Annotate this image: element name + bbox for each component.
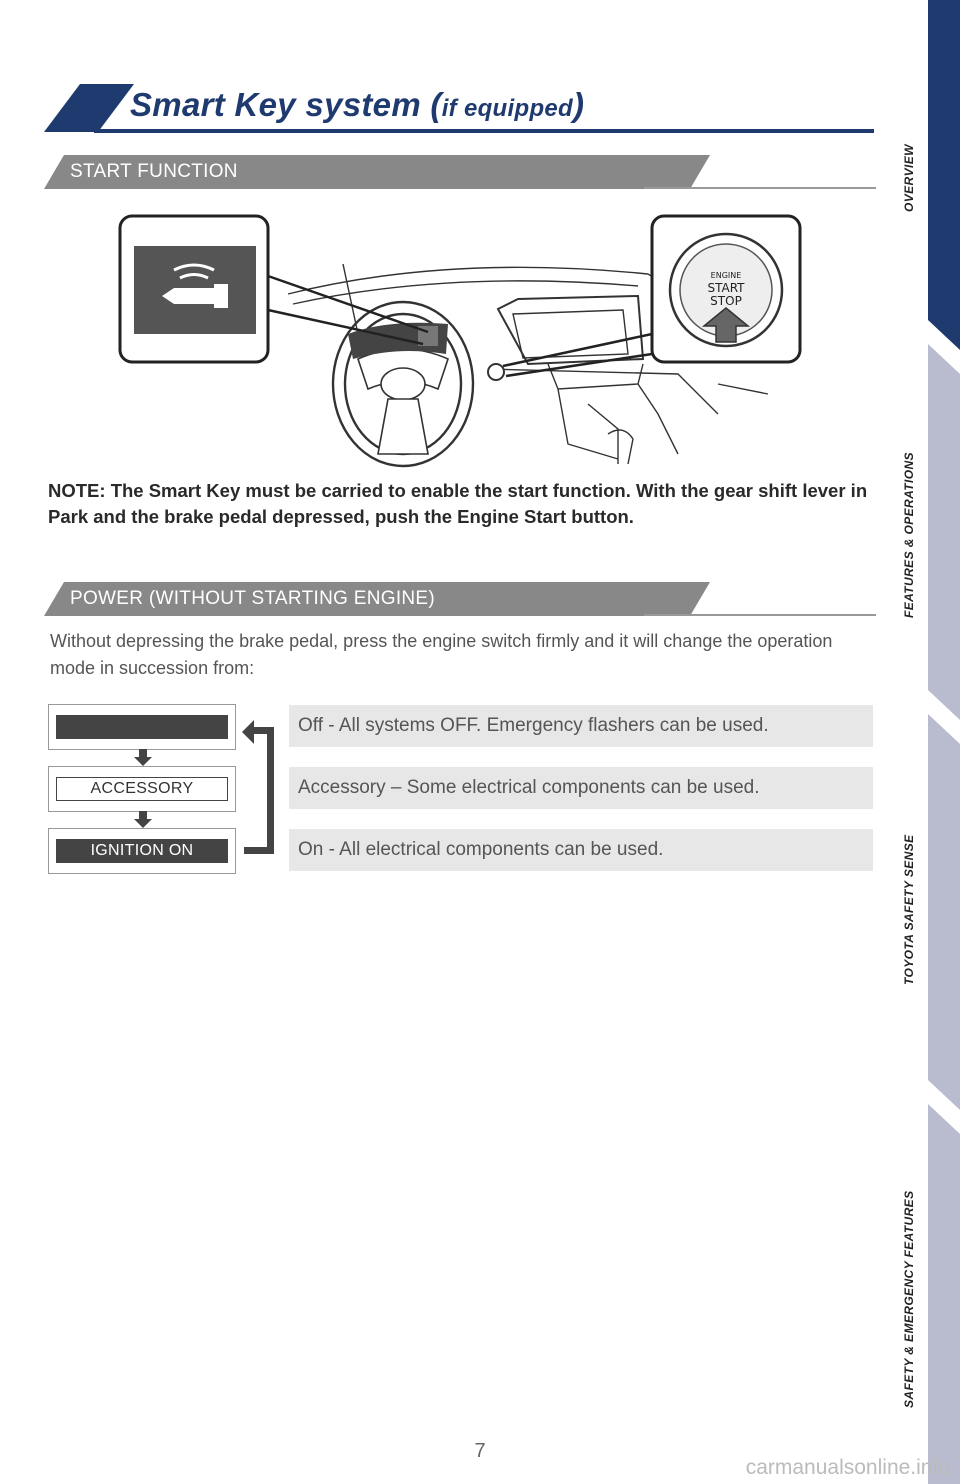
title-text: Smart Key system (if equipped) — [130, 86, 585, 123]
tab-toyota-safety-sense[interactable]: TOYOTA SAFETY SENSE — [902, 834, 916, 985]
button-text-engine: ENGINE — [710, 271, 742, 280]
title-underline — [94, 129, 874, 133]
tab-overview-bg — [928, 0, 960, 350]
tab-features-bg — [928, 344, 960, 720]
tab-safety-emergency[interactable]: SAFETY & EMERGENCY FEATURES — [902, 1190, 916, 1408]
down-arrow-icon — [134, 811, 152, 829]
mode-label-accessory: ACCESSORY — [56, 777, 228, 801]
cycle-return-arrow-icon — [240, 718, 276, 856]
down-arrow-icon — [134, 749, 152, 767]
section-header-power: POWER (WITHOUT STARTING ENGINE) — [44, 582, 876, 616]
button-text-stop: STOP — [710, 294, 742, 308]
note-text: NOTE: The Smart Key must be carried to enable the start function. With the gear shift lever in Park and the brake pedal depressed, push the Engine Start button. — [48, 480, 868, 527]
tab-overview[interactable]: OVERVIEW — [902, 144, 916, 212]
mode-label-ignition-on: IGNITION ON — [56, 839, 228, 863]
mode-box-off — [48, 704, 236, 750]
watermark: carmanualsonline.info — [745, 1456, 950, 1479]
dashboard-illustration — [118, 214, 804, 470]
mode-description-off: Off - All systems OFF. Emergency flashers can be used. — [289, 705, 873, 747]
title-accent-slant — [44, 84, 134, 132]
tab-tss-bg — [928, 714, 960, 1110]
page-title — [44, 84, 874, 134]
mode-box-ignition-on — [48, 828, 236, 874]
button-text-start: START — [707, 281, 745, 295]
intro-text: Without depressing the brake pedal, press the engine switch firmly and it will change the operation mode in succession from: — [50, 631, 833, 678]
tab-safety-bg — [928, 1104, 960, 1484]
mode-description-accessory: Accessory – Some electrical components can be used. — [289, 767, 873, 809]
section-header-start-function: START FUNCTION — [44, 155, 876, 189]
engine-start-stop-button-icon — [670, 234, 782, 346]
page-number: 7 — [474, 1440, 486, 1462]
mode-label-off — [56, 715, 228, 739]
mode-description-ignition-on: On - All electrical components can be used. — [289, 829, 873, 871]
mode-box-accessory — [48, 766, 236, 812]
tab-features-operations[interactable]: FEATURES & OPERATIONS — [902, 452, 916, 618]
